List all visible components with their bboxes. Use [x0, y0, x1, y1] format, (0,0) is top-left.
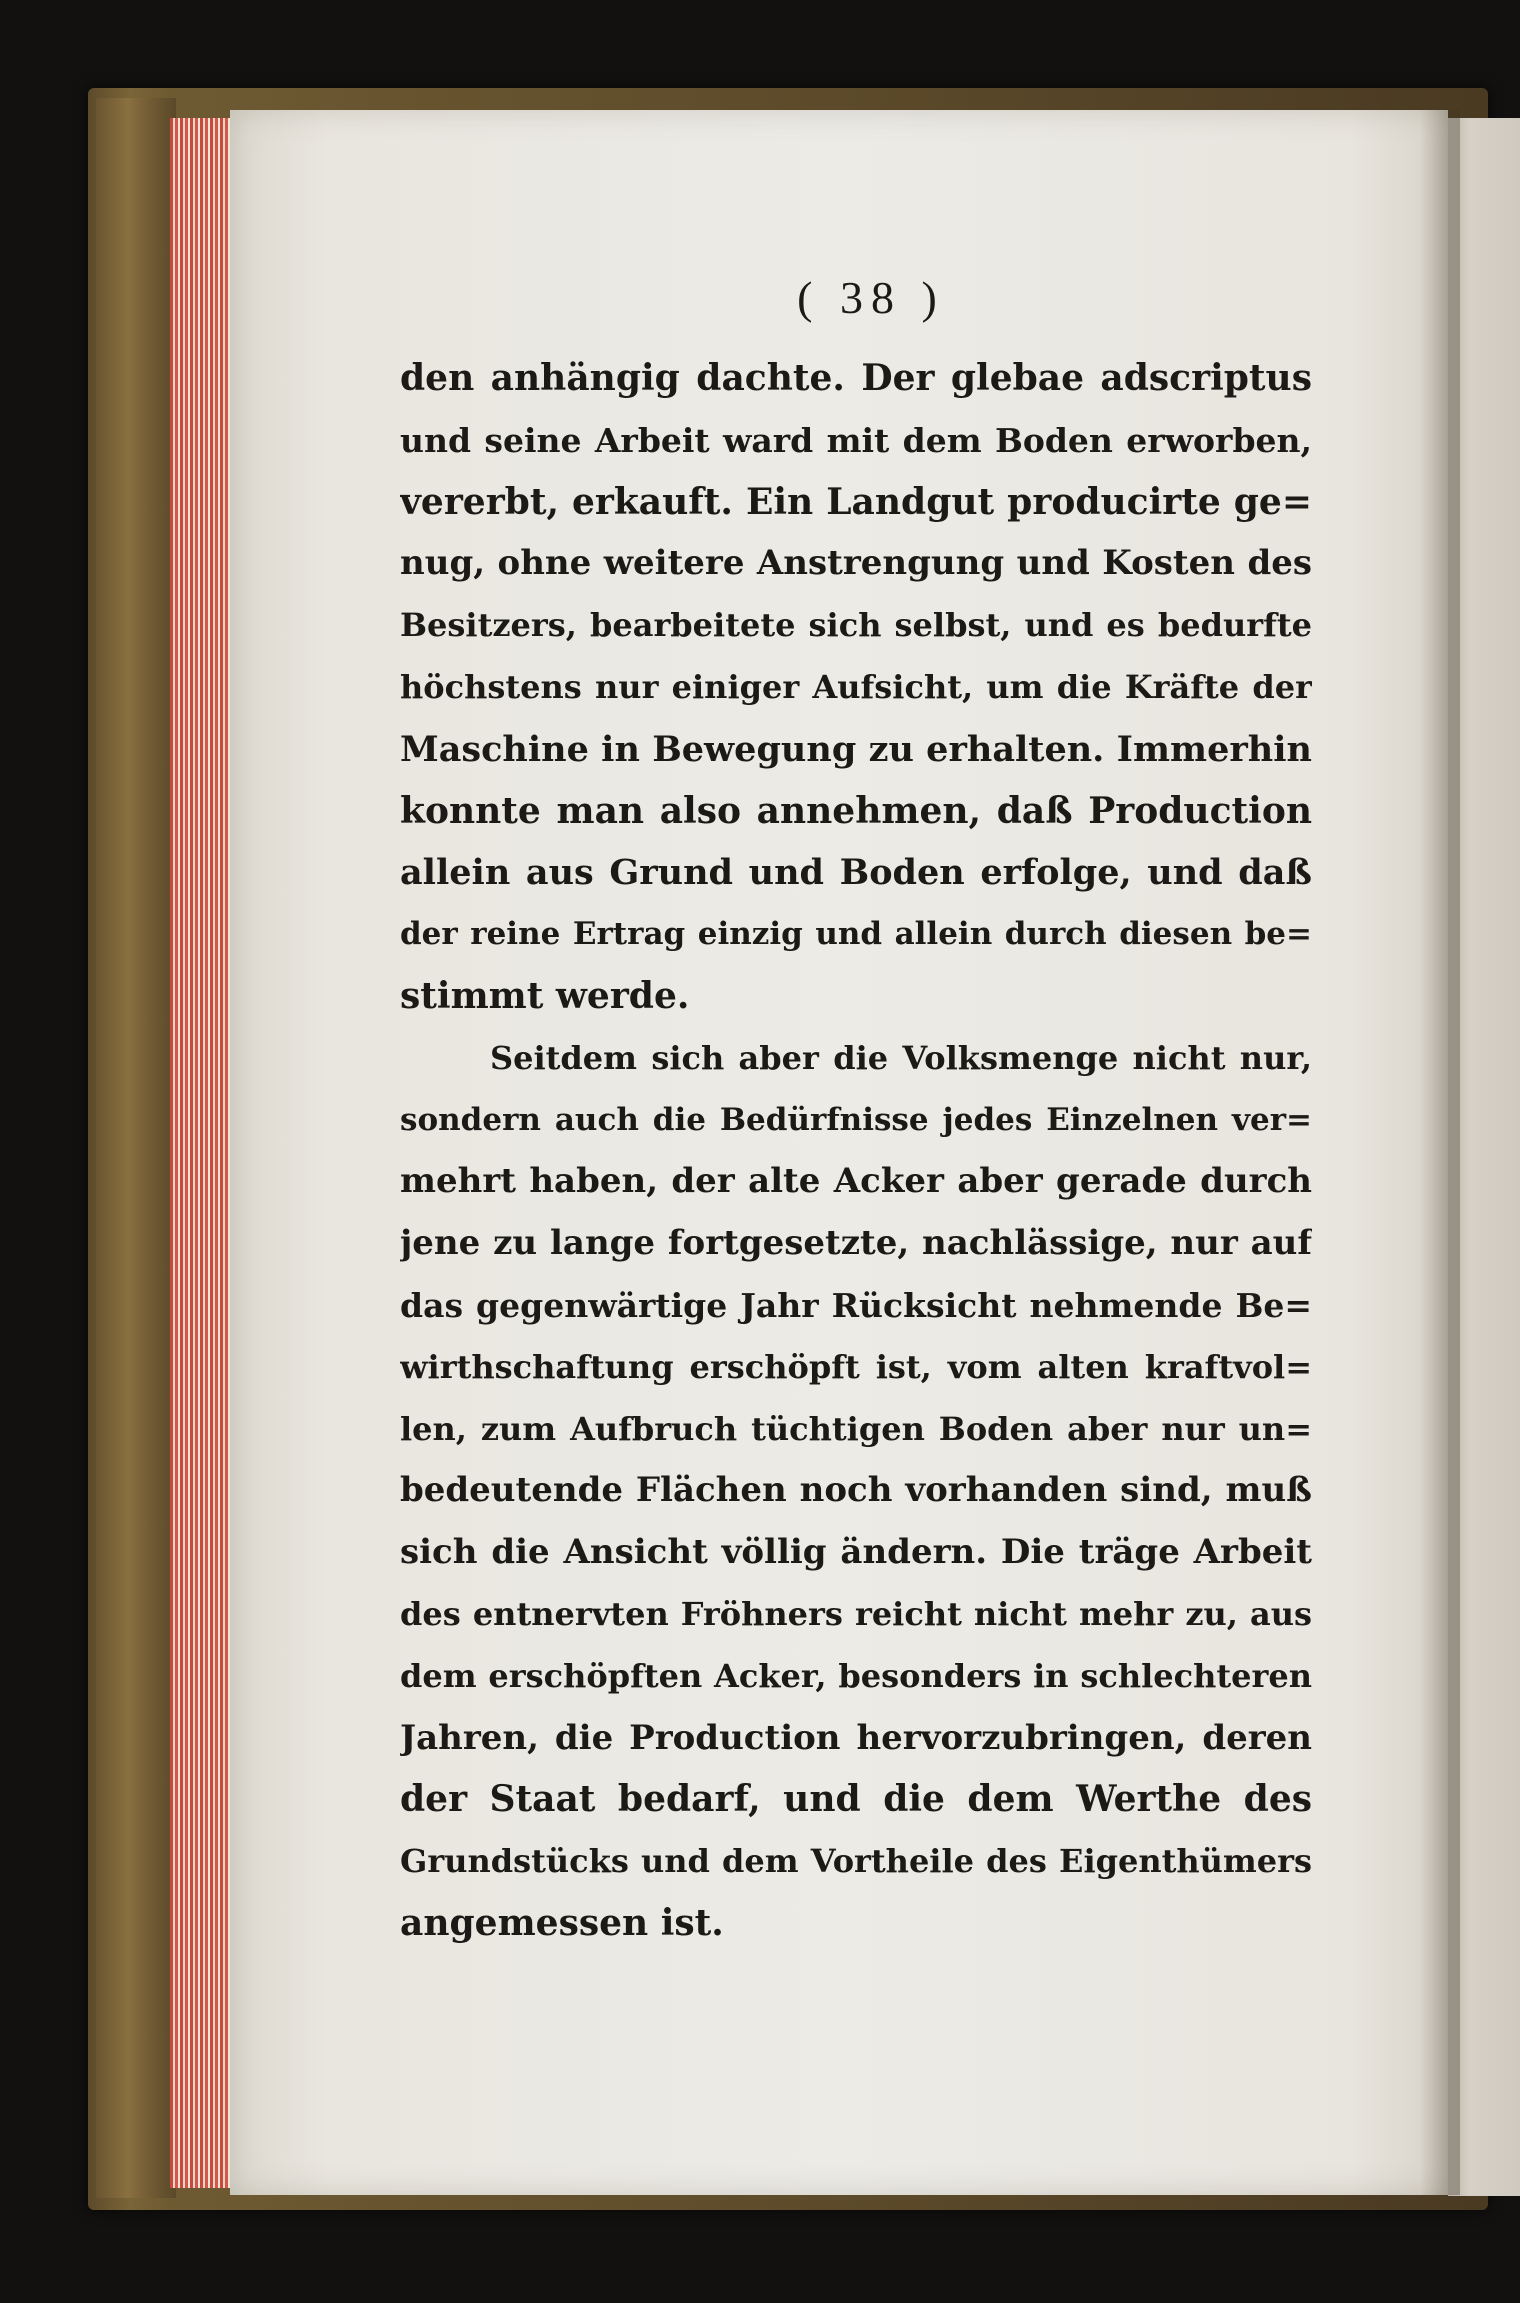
page-text: [400, 268, 1312, 1955]
text-line: dem erschöpften Acker, besonders in schlechteren: [400, 1656, 1312, 1695]
paragraph-start-line: Seitdem sich aber die Volksmenge nicht nur,: [490, 1038, 1312, 1077]
text-line: angemessen ist.: [400, 1901, 724, 1944]
text-line: sondern auch die Bedürfnisse jedes Einzelnen ver=: [400, 1101, 1312, 1138]
text-line: stimmt werde.: [400, 974, 690, 1017]
text-line: bedeutende Flächen noch vorhanden sind, muß: [400, 1470, 1312, 1511]
text-line: der Staat bedarf, und die dem Werthe des: [400, 1778, 1312, 1821]
text-line: nug, ohne weitere Anstrengung und Kosten des: [400, 543, 1312, 584]
text-line: und seine Arbeit ward mit dem Boden erworben,: [400, 420, 1312, 460]
text-line: der reine Ertrag einzig und allein durch diesen be=: [400, 916, 1312, 953]
text-line: des entnervten Fröhners reicht nicht mehr zu, aus: [400, 1594, 1312, 1633]
text-line: vererbt, erkauft. Ein Landgut producirte ge=: [400, 480, 1312, 523]
text-line: Grundstücks und dem Vortheile des Eigenthümers: [400, 1842, 1312, 1881]
page-number: ( 38 ): [797, 272, 945, 323]
text-line: jene zu lange fortgesetzte, nachlässige, nur auf: [400, 1223, 1312, 1264]
text-line: Besitzers, bearbeitete sich selbst, und es bedurfte: [400, 606, 1312, 645]
page-edges: [170, 118, 234, 2188]
gutter-shadow: [1420, 110, 1460, 2195]
text-line: sich die Ansicht völlig ändern. Die träge Arbeit: [400, 1532, 1312, 1573]
text-line: konnte man also annehmen, daß Production: [400, 789, 1312, 832]
text-line: Jahren, die Production hervorzubringen, deren: [400, 1717, 1312, 1758]
text-line: das gegenwärtige Jahr Rücksicht nehmende Be=: [400, 1285, 1312, 1325]
text-line: Maschine in Bewegung zu erhalten. Immerhin: [400, 728, 1312, 770]
text-line: wirthschaftung erschöpft ist, vom alten kraftvol=: [400, 1347, 1312, 1386]
text-line: mehrt haben, der alte Acker aber gerade durch: [400, 1161, 1312, 1202]
text-line: höchstens nur einiger Aufsicht, um die Kräfte der: [400, 667, 1312, 706]
text-line: allein aus Grund und Boden erfolge, und daß: [400, 852, 1312, 894]
book-spine: [96, 98, 176, 2198]
text-line: den anhängig dachte. Der glebae adscriptus: [400, 357, 1312, 399]
text-line: len, zum Aufbruch tüchtigen Boden aber nur un=: [400, 1409, 1312, 1448]
